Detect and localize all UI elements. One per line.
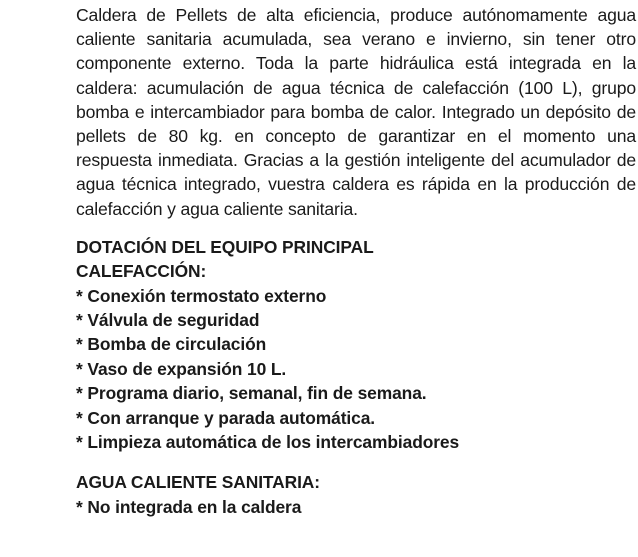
main-equipment-heading: DOTACIÓN DEL EQUIPO PRINCIPAL	[76, 236, 374, 257]
list-item: * Limpieza automática de los intercambiadores	[76, 432, 460, 453]
main-equipment-section	[76, 235, 636, 455]
list-item: * Bomba de circulación	[76, 334, 267, 355]
document-page	[76, 0, 636, 519]
dhw-heading: AGUA CALIENTE SANITARIA:	[76, 472, 320, 493]
list-item: * Con arranque y parada automática.	[76, 407, 375, 428]
list-item: * Programa diario, semanal, fin de semana.	[76, 383, 427, 404]
list-item: * Vaso de expansión 10 L.	[76, 358, 287, 379]
heating-subheading: CALEFACCIÓN:	[76, 261, 207, 282]
list-item: * Conexión termostato externo	[76, 285, 327, 306]
intro-paragraph: Caldera de Pellets de alta eficiencia, produce autónomamente agua caliente sanitaria acumulada, sea verano e invierno, sin tener otro componente externo. Toda la parte hidráulica está integrada en la caldera: acumulación de agua técnica de calefacción (100 L), grupo bomba e intercambiador para bomba de calor. Integrado un depósito de pellets de 80 kg. en concepto de garantizar en el momento una respuesta inmediata. Gracias a la gestión inteligente del acumulador de agua técnica integrado, vuestra caldera es rápida en la producción de calefacción y agua caliente sanitaria.	[76, 5, 636, 219]
heating-feature-list	[76, 284, 636, 455]
dhw-section	[76, 470, 636, 519]
list-item: * No integrada en la caldera	[76, 496, 302, 517]
dhw-feature-list	[76, 495, 636, 519]
list-item: * Válvula de seguridad	[76, 310, 260, 331]
